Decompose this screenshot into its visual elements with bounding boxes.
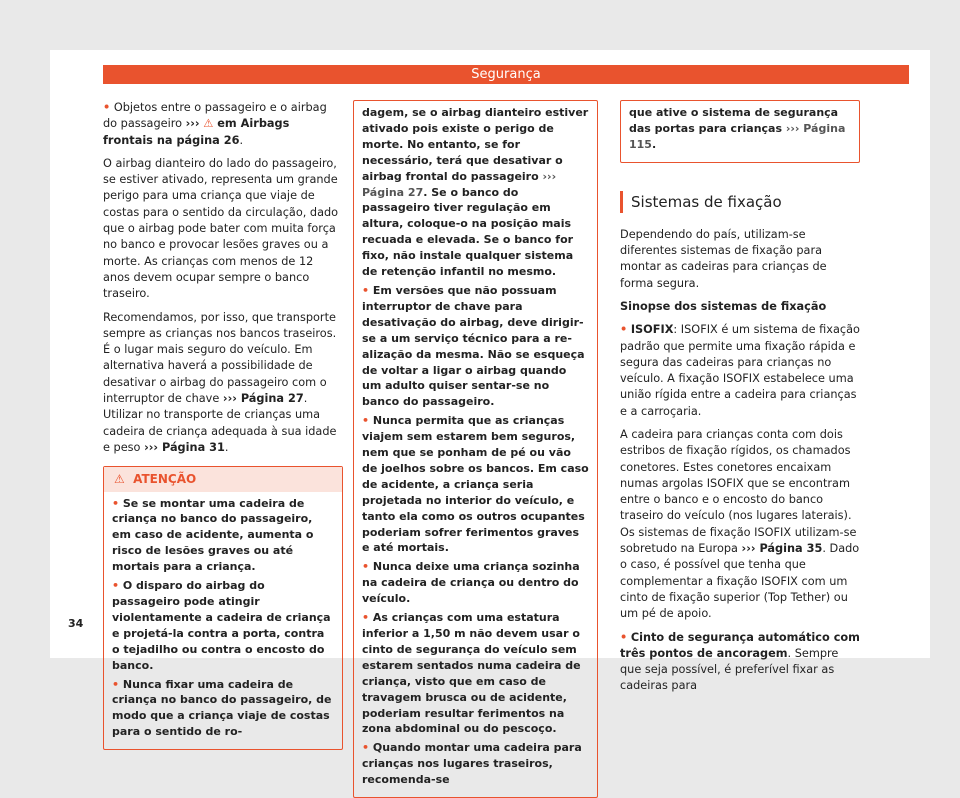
link-airbags-frontais[interactable]: em Airbags frontais na página 26 xyxy=(103,117,290,147)
bullet-icon: • xyxy=(362,560,370,574)
paragraph-airbag-danger: O airbag dianteiro do lado do passageiro, se estiver ativado, representa um grande perigo para uma criança que viaje de costas para o sentido da circulação, dado que o airbag pode bater com muita força no banco e provocar lesões graves ou a morte. As crianças com menos de 12 anos devem ocupar sempre o banco traseiro. xyxy=(103,156,339,301)
paragraph-connectors: A cadeira para crianças conta com dois estribos de fixação rígidos, os chamados conetores. Estes conetores encaixam numas argolas ISOFIX que se encontram entre o banco e o encosto do banco traseiro do veículo (nos lugares laterais). Os sistemas de fixação ISOFIX utilizam-se sobretudo na Europa ››› Página 35. Dado o caso, é possível que tenha que complementar a fixação ISOFIX com um cinto de fixação superior (Top Tether) ou um pé de apoio. xyxy=(620,427,860,621)
link-page-31[interactable]: ››› Página 31 xyxy=(144,440,225,454)
link-arrows[interactable]: ››› xyxy=(185,117,200,131)
bullet-icon: • xyxy=(112,496,120,510)
warning-item: dagem, se o airbag dianteiro estiver ativado pois existe o perigo de morte. No entanto, se for necessário, terá que desativar o airbag frontal do passageiro ››› Página 27. Se o banco do passageiro tiver regulação em altura, coloque-o na posição mais recuada e elevada. Se o banco for fixo, não instale qualquer sistema de retenção infantil no mesmo. xyxy=(362,106,589,279)
column-1 xyxy=(103,100,343,750)
warning-header: ⚠ ATENÇÃO xyxy=(104,467,342,491)
paragraph-intro: Dependendo do país, utilizam-se diferentes sistemas de fixação para montar as cadeiras para crianças de forma segura. xyxy=(620,227,827,290)
bullet-icon: • xyxy=(620,323,628,337)
warning-body xyxy=(104,492,342,750)
bullet-icon: • xyxy=(103,101,111,114)
bullet-airbag-objects: • Objetos entre o passageiro e o airbag do passageiro ››› ⚠ em Airbags frontais na página 26. xyxy=(103,101,327,147)
bullet-icon: • xyxy=(362,414,370,428)
warning-item: • Em versões que não possuam interruptor de chave para desativação do airbag, deve dirigir-se a um serviço técnico para a realização da mesma. Não se esqueça de voltar a ligar o airbag quando um adulto quiser sentar-se no banco do passageiro. xyxy=(362,283,585,409)
warning-item: • As crianças com uma estatura inferior a 1,50 m não devem usar o cinto de segurança do veículo sem estarem sentados numa cadeira de criança, visto que em caso de travagem brusca ou de acidente, poderiam resultar ferimentos na zona abdominal ou do pescoço. xyxy=(362,611,581,736)
page-number: 34 xyxy=(68,617,84,630)
warning-item: • Quando montar uma cadeira para crianças nos lugares traseiros, recomenda-se xyxy=(362,741,582,787)
warning-item: que ative o sistema de segurança das portas para crianças ››› Página 115. xyxy=(629,106,846,151)
warning-triangle-icon: ⚠ xyxy=(203,117,214,131)
bullet-three-point-belt: • Cinto de segurança automático com três pontos de ancoragem. Sempre que seja possível, é preferível fixar as cadeiras para xyxy=(620,630,860,693)
subheading: Sinopse dos sistemas de fixação xyxy=(620,299,827,313)
warning-item: • O disparo do airbag do passageiro pode atingir violentamente a cadeira de criança e projetá-la contra a porta, contra o tejadilho ou contra o encosto do banco. xyxy=(112,579,331,672)
link-page-27[interactable]: ››› Página 27 xyxy=(222,392,304,406)
column-2 xyxy=(353,100,598,798)
column-3 xyxy=(620,100,860,702)
warning-triangle-icon: ⚠ xyxy=(114,472,125,487)
warning-box-continued xyxy=(353,100,598,798)
section-title: Sistemas de fixação xyxy=(620,191,860,213)
warning-item: • Nunca permita que as crianças viajem sem estarem bem seguros, nem que se ponham de pé ou vão de joelhos sobre os bancos. Em caso de acidente, a criança seria projetada no interior do veículo, e tanto ela como os outros ocupantes poderiam sofrer ferimentos graves e até mortais. xyxy=(362,414,589,555)
warning-item: • Nunca deixe uma criança sozinha na cadeira de criança ou dentro do veículo. xyxy=(362,560,580,606)
bullet-icon: • xyxy=(620,630,628,644)
manual-page xyxy=(50,50,930,787)
bullet-icon: • xyxy=(362,283,370,297)
bullet-icon: • xyxy=(362,611,370,625)
bullet-icon: • xyxy=(112,677,120,691)
bullet-icon: • xyxy=(362,741,370,755)
page-header: Segurança xyxy=(103,65,909,84)
link-page-115[interactable]: ››› Página 115 xyxy=(629,121,846,151)
warning-box-continued xyxy=(620,100,860,163)
link-page-27[interactable]: ››› Página 27 xyxy=(362,169,557,199)
paragraph-recommendation: Recomendamos, por isso, que transporte sempre as crianças nos bancos traseiros. É o lugar mais seguro do veículo. Em alternativa haverá a possibilidade de desativar o airbag do passageiro com o interruptor de chave ››› Página 27. Utilizar no transporte de crianças uma cadeira de criança adequada à sua idade e peso ››› Página 31. xyxy=(103,310,337,454)
link-page-35[interactable]: ››› Página 35 xyxy=(741,542,823,556)
bullet-icon: • xyxy=(112,579,120,593)
bullet-isofix: • ISOFIX: ISOFIX é um sistema de fixação padrão que permite uma fixação rápida e segura das cadeiras para crianças no veículo. A fixação ISOFIX estabelece uma união rígida entre a cadeira para crianças e a carroçaria. xyxy=(620,323,860,418)
warning-item: • Nunca fixar uma cadeira de criança no banco do passageiro, de modo que a criança viaje de costas para o sentido de ro- xyxy=(112,677,332,739)
warning-item: • Se se montar uma cadeira de criança no banco do passageiro, em caso de acidente, aumenta o risco de lesões graves ou até mortais para a criança. xyxy=(112,496,314,574)
